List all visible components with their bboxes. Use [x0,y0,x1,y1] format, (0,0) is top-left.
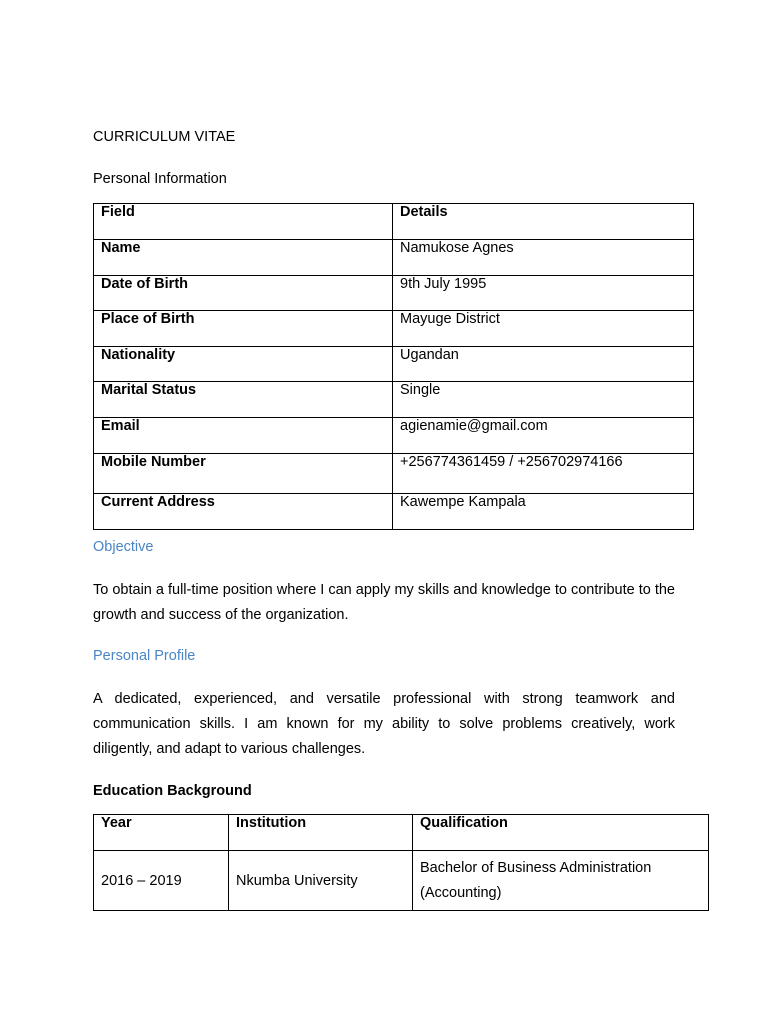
field-label: Nationality [94,347,393,382]
document-title: CURRICULUM VITAE [93,129,236,145]
field-value: 9th July 1995 [393,276,694,311]
field-value: Kawempe Kampala [393,494,694,530]
table-row [94,382,694,418]
field-value: agienamie@gmail.com [393,418,694,454]
education-heading: Education Background [93,783,252,799]
field-label: Date of Birth [94,276,393,311]
objective-heading: Objective [93,539,154,555]
column-header-year: Year [94,815,229,851]
table-row [94,418,694,454]
table-header-row [94,204,694,240]
field-label: Name [94,240,393,276]
table-row [94,240,694,276]
objective-paragraph: To obtain a full-time position where I can apply my skills and knowledge to contribute to the growth and success of the organization. [93,582,675,623]
field-label: Mobile Number [94,454,393,494]
field-value: +256774361459 / +256702974166 [393,454,694,494]
education-year: 2016 – 2019 [94,851,229,911]
education-table [93,814,709,911]
table-row [94,851,709,911]
column-header-field: Field [94,204,393,240]
personal-profile-paragraph: A dedicated, experienced, and versatile professional with strong teamwork and communication skills. I am known for my ability to solve problems creatively, work diligently, and adapt to various challenges. [93,691,675,757]
personal-info-table [93,203,694,530]
table-row [94,347,694,382]
education-institution: Nkumba University [229,851,413,911]
table-header-row [94,815,709,851]
field-value: Namukose Agnes [393,240,694,276]
column-header-institution: Institution [229,815,413,851]
personal-profile-heading: Personal Profile [93,648,196,664]
table-row [94,311,694,347]
field-label: Email [94,418,393,454]
table-row [94,494,694,530]
field-label: Marital Status [94,382,393,418]
table-row [94,454,694,494]
field-value: Ugandan [393,347,694,382]
education-qualification: Bachelor of Business Administration (Accounting) [413,851,709,911]
field-label: Place of Birth [94,311,393,347]
column-header-qualification: Qualification [413,815,709,851]
field-label: Current Address [94,494,393,530]
field-value: Single [393,382,694,418]
table-row [94,276,694,311]
field-value: Mayuge District [393,311,694,347]
personal-info-heading: Personal Information [93,171,227,187]
column-header-details: Details [393,204,694,240]
